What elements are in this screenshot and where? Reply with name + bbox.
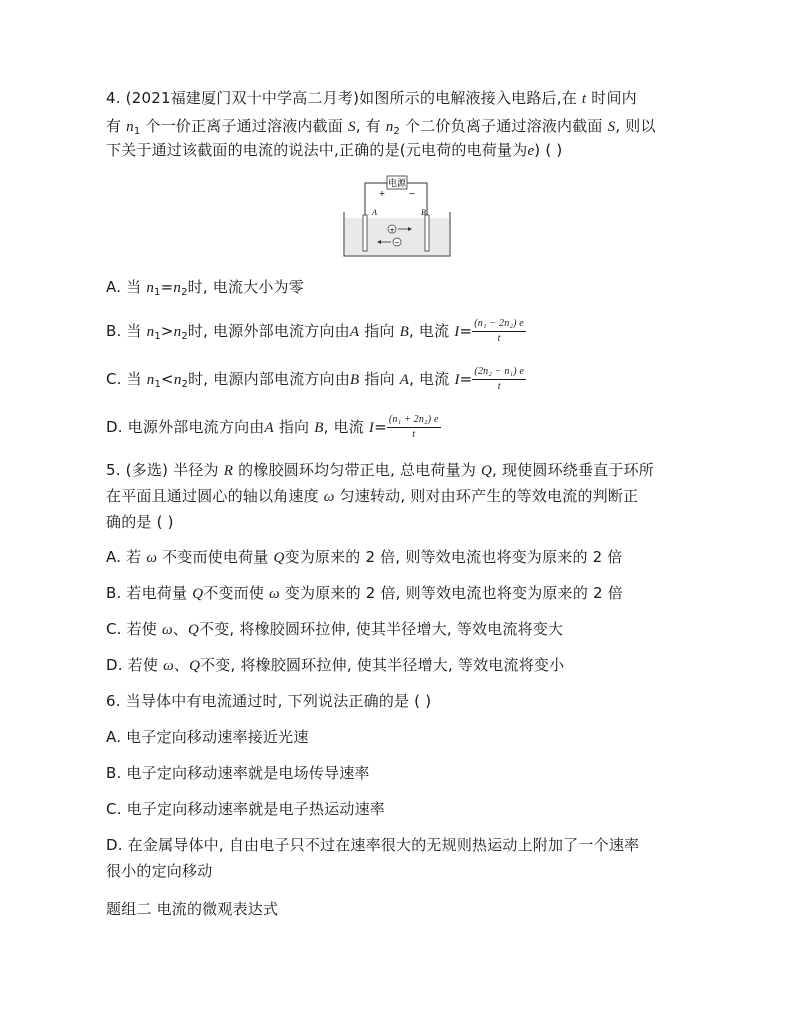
q5-option-c[interactable]: C. 若使 ω、Q不变, 将橡胶圆环拉伸, 使其半径增大, 等效电流将变大	[106, 620, 564, 638]
electrode-a-label: A	[372, 208, 377, 217]
q5-option-a[interactable]: A. 若 ω 不变而使电荷量 Q变为原来的 2 倍, 则等效电流也将变为原来的 2 倍	[106, 548, 623, 566]
q6-option-a[interactable]: A. 电子定向移动速率接近光速	[106, 728, 309, 746]
positive-ion-sign: +	[389, 226, 395, 234]
q4-option-d-fraction: $\frac{\text{(n₁ + 2n₂) e}}{t}$	[388, 414, 439, 440]
q6-option-d-line-1[interactable]: D. 在金属导体中, 自由电子只不过在速率很大的无规则热运动上附加了一个速率	[106, 836, 640, 854]
power-source-label: 电源	[387, 179, 407, 189]
q5-stem-line-3: 确的是 ( )	[106, 513, 174, 531]
q4-option-c-fraction: $\frac{\text{(2n₂ − n₁) e}}{t}$	[474, 366, 525, 392]
q6-option-d-line-2[interactable]: 很小的定向移动	[106, 862, 213, 880]
section-heading: 题组二 电流的微观表达式	[106, 900, 279, 918]
q4-option-b-fraction: $\frac{\text{(n₁ − 2n₂) e}}{t}$	[474, 318, 524, 344]
q4-stem-line-3: 下关于通过该截面的电流的说法中,正确的是(元电荷的电荷量为e) ( )	[106, 141, 563, 159]
q4-stem-line-2: 有 $n_1$ 个一价正离子通过溶液内截面 S, 有 $n_2$ 个二价负离子通过溶液内截面 S, 则以	[106, 117, 656, 137]
electrolyte-fill	[345, 218, 449, 255]
q4-option-a[interactable]: A. 当 $n_1=n_2$时, 电流大小为零	[106, 278, 304, 298]
source-plus-sign: +	[378, 189, 386, 198]
q5-stem-line-2: 在平面且通过圆心的轴以角速度 ω 匀速转动, 则对由环产生的等效电流的判断正	[106, 487, 639, 505]
q6-option-c[interactable]: C. 电子定向移动速率就是电子热运动速率	[106, 800, 386, 818]
electrode-b-label: B	[421, 208, 426, 217]
q4-option-d[interactable]: D. 电源外部电流方向由A 指向 B, 电流 I= $\frac{\text{(n₁ + 2n₂) e}}{t}$	[106, 414, 439, 440]
negative-ion-sign: −	[394, 239, 400, 247]
electrode-b	[425, 215, 429, 251]
q5-option-b[interactable]: B. 若电荷量 Q不变而使 ω 变为原来的 2 倍, 则等效电流也将变为原来的 2 倍	[106, 584, 623, 602]
electrolysis-figure	[342, 172, 452, 258]
q4-stem-line-1: 4. (2021福建厦门双十中学高二月考)如图所示的电解液接入电路后,在 t 时间内	[106, 89, 637, 107]
q6-option-b[interactable]: B. 电子定向移动速率就是电场传导速率	[106, 764, 370, 782]
q6-stem: 6. 当导体中有电流通过时, 下列说法正确的是 ( )	[106, 692, 432, 710]
electrode-a	[363, 215, 367, 251]
q4-option-b[interactable]: B. 当 $n_1>n_2$时, 电源外部电流方向由A 指向 B, 电流 I= $\frac{\text{(n₁ − 2n₂) e}}{t}$	[106, 318, 524, 344]
source-minus-sign: −	[408, 189, 416, 198]
q5-stem-line-1: 5. (多选) 半径为 R 的橡胶圆环均匀带正电, 总电荷量为 Q, 现使圆环绕垂直于环所	[106, 461, 654, 479]
q4-option-c[interactable]: C. 当 $n_1<n_2$时, 电源内部电流方向由B 指向 A, 电流 I= $\frac{\text{(2n₂ − n₁) e}}{t}$	[106, 366, 525, 392]
q5-option-d[interactable]: D. 若使 ω、Q不变, 将橡胶圆环拉伸, 使其半径增大, 等效电流将变小	[106, 656, 565, 674]
